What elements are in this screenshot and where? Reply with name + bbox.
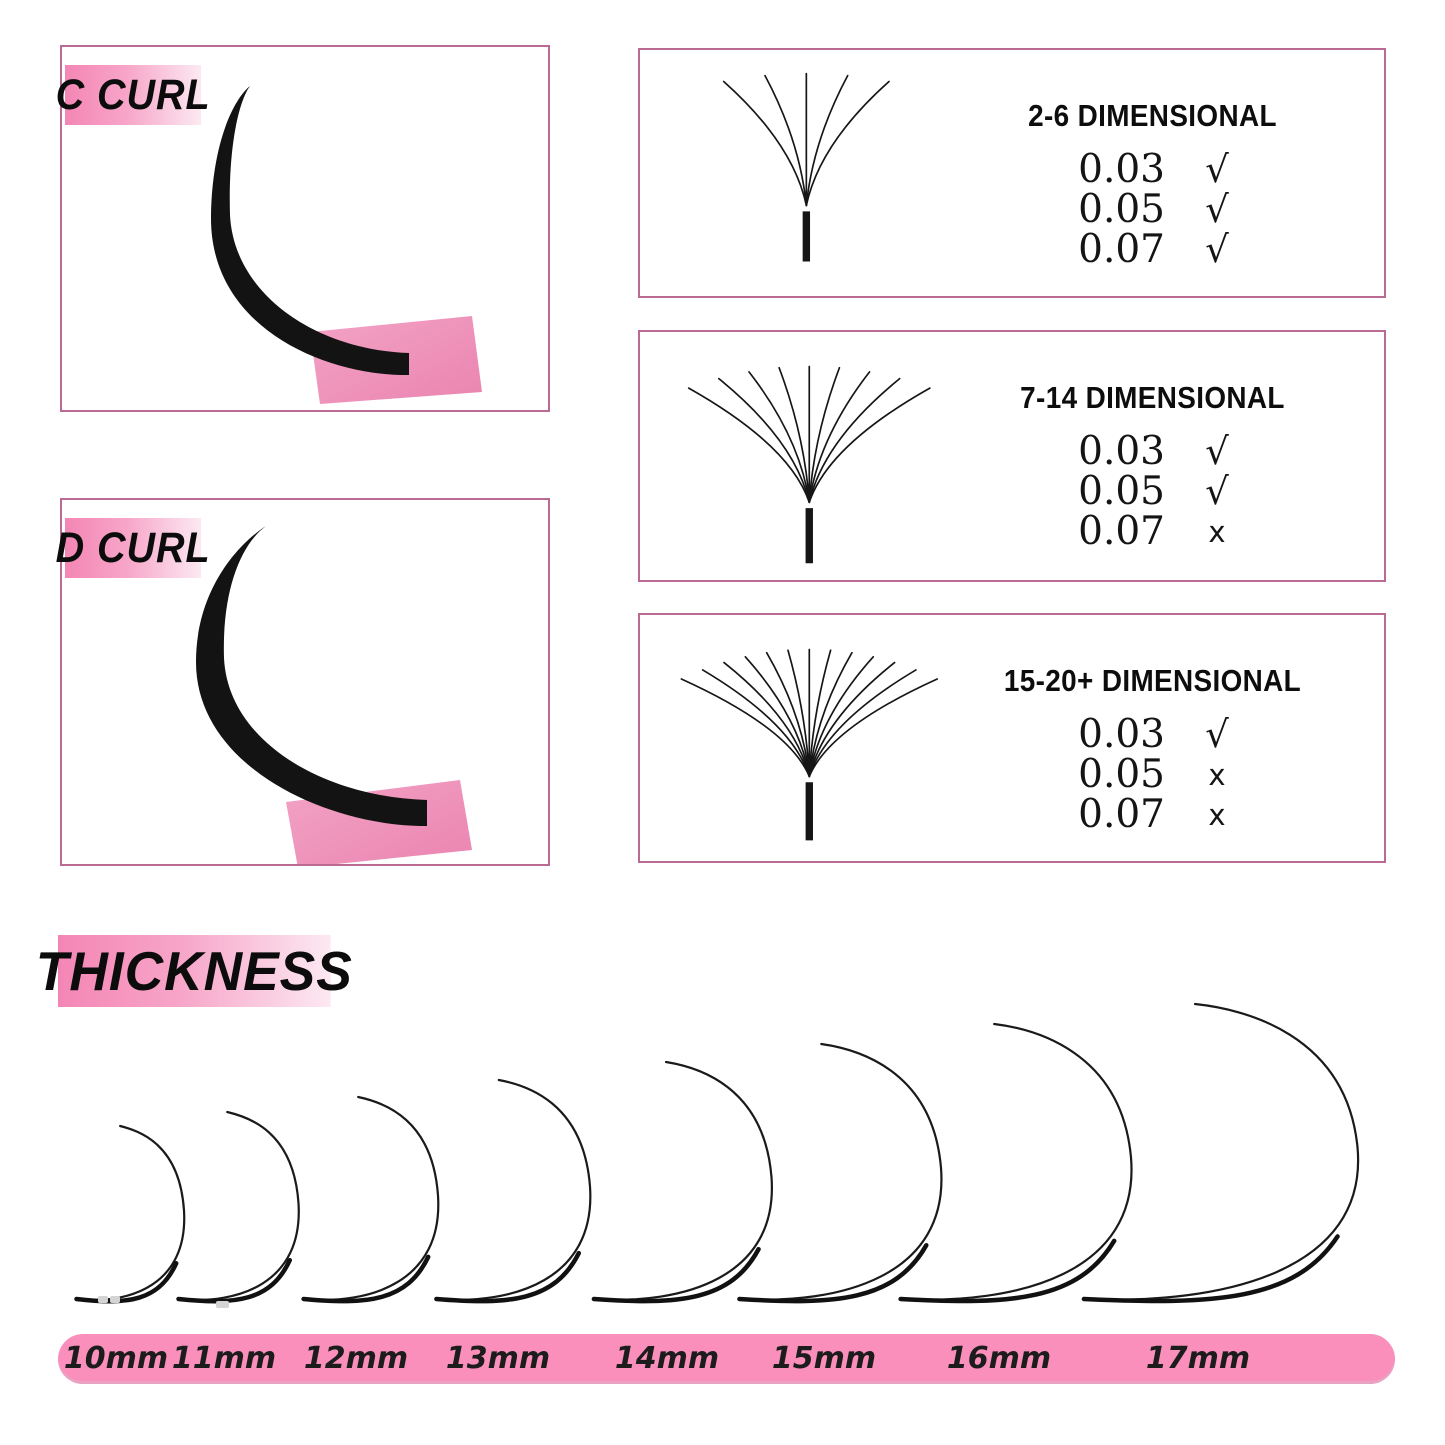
thickness-value: 0.05 — [1078, 752, 1165, 797]
length-label-15mm: 15mm — [771, 1341, 877, 1376]
thickness-section-chip — [35, 935, 353, 1007]
c-curl-label-chip — [55, 65, 211, 125]
thickness-value: 0.03 — [1078, 147, 1165, 192]
thickness-value: 0.07 — [1078, 509, 1165, 554]
length-curve-15mm — [739, 1044, 941, 1300]
thickness-value: 0.03 — [1078, 429, 1165, 474]
availability-mark-icon: x — [1208, 758, 1226, 792]
dimension-card-15-20 — [638, 613, 1386, 863]
lash-length-curves — [40, 960, 1430, 1320]
thickness-value: 0.05 — [1078, 469, 1165, 514]
thickness-option-row — [640, 792, 1388, 838]
c-curl-card — [55, 45, 550, 412]
availability-mark-icon: √ — [1205, 430, 1229, 473]
d-curl-label-chip — [55, 518, 211, 578]
thickness-value: 0.05 — [1078, 187, 1165, 232]
length-curve-12mm — [304, 1097, 439, 1300]
thickness-value: 0.07 — [1078, 227, 1165, 272]
thickness-value: 0.07 — [1078, 792, 1165, 837]
thickness-title: THICKNESS — [35, 940, 353, 1002]
availability-mark-icon: √ — [1205, 713, 1229, 756]
length-label-11mm: 11mm — [171, 1341, 277, 1376]
d-curl-card — [55, 498, 550, 866]
dimension-title: 7-14 DIMENSIONAL — [1020, 380, 1285, 415]
length-label-10mm: 10mm — [63, 1341, 169, 1376]
c-curl-label: C CURL — [55, 70, 211, 119]
length-curve-14mm — [594, 1062, 772, 1300]
availability-mark-icon: √ — [1205, 470, 1229, 513]
length-curve-13mm — [436, 1080, 590, 1300]
d-curl-lash-stroke — [196, 526, 427, 826]
dimension-title: 2-6 DIMENSIONAL — [1028, 98, 1277, 133]
availability-mark-icon: √ — [1205, 188, 1229, 231]
availability-mark-icon: √ — [1205, 148, 1229, 191]
dimension-card-2-6 — [638, 48, 1386, 298]
length-curve-16mm — [901, 1024, 1132, 1300]
availability-mark-icon: √ — [1205, 228, 1229, 271]
length-label-14mm: 14mm — [614, 1341, 720, 1376]
availability-mark-icon: x — [1208, 515, 1226, 549]
thickness-option-row — [640, 227, 1388, 273]
length-label-13mm: 13mm — [445, 1341, 551, 1376]
dimension-title: 15-20+ DIMENSIONAL — [1003, 663, 1302, 698]
length-label-17mm: 17mm — [1145, 1341, 1251, 1376]
d-curl-label: D CURL — [55, 523, 211, 572]
dimension-card-7-14 — [638, 330, 1386, 582]
length-scale-bar — [58, 1334, 1395, 1384]
length-curve-17mm — [1084, 1004, 1358, 1300]
length-label-12mm: 12mm — [303, 1341, 409, 1376]
thickness-value: 0.03 — [1078, 712, 1165, 757]
availability-mark-icon: x — [1208, 798, 1226, 832]
thickness-option-row — [640, 509, 1388, 555]
length-label-16mm: 16mm — [946, 1341, 1052, 1376]
